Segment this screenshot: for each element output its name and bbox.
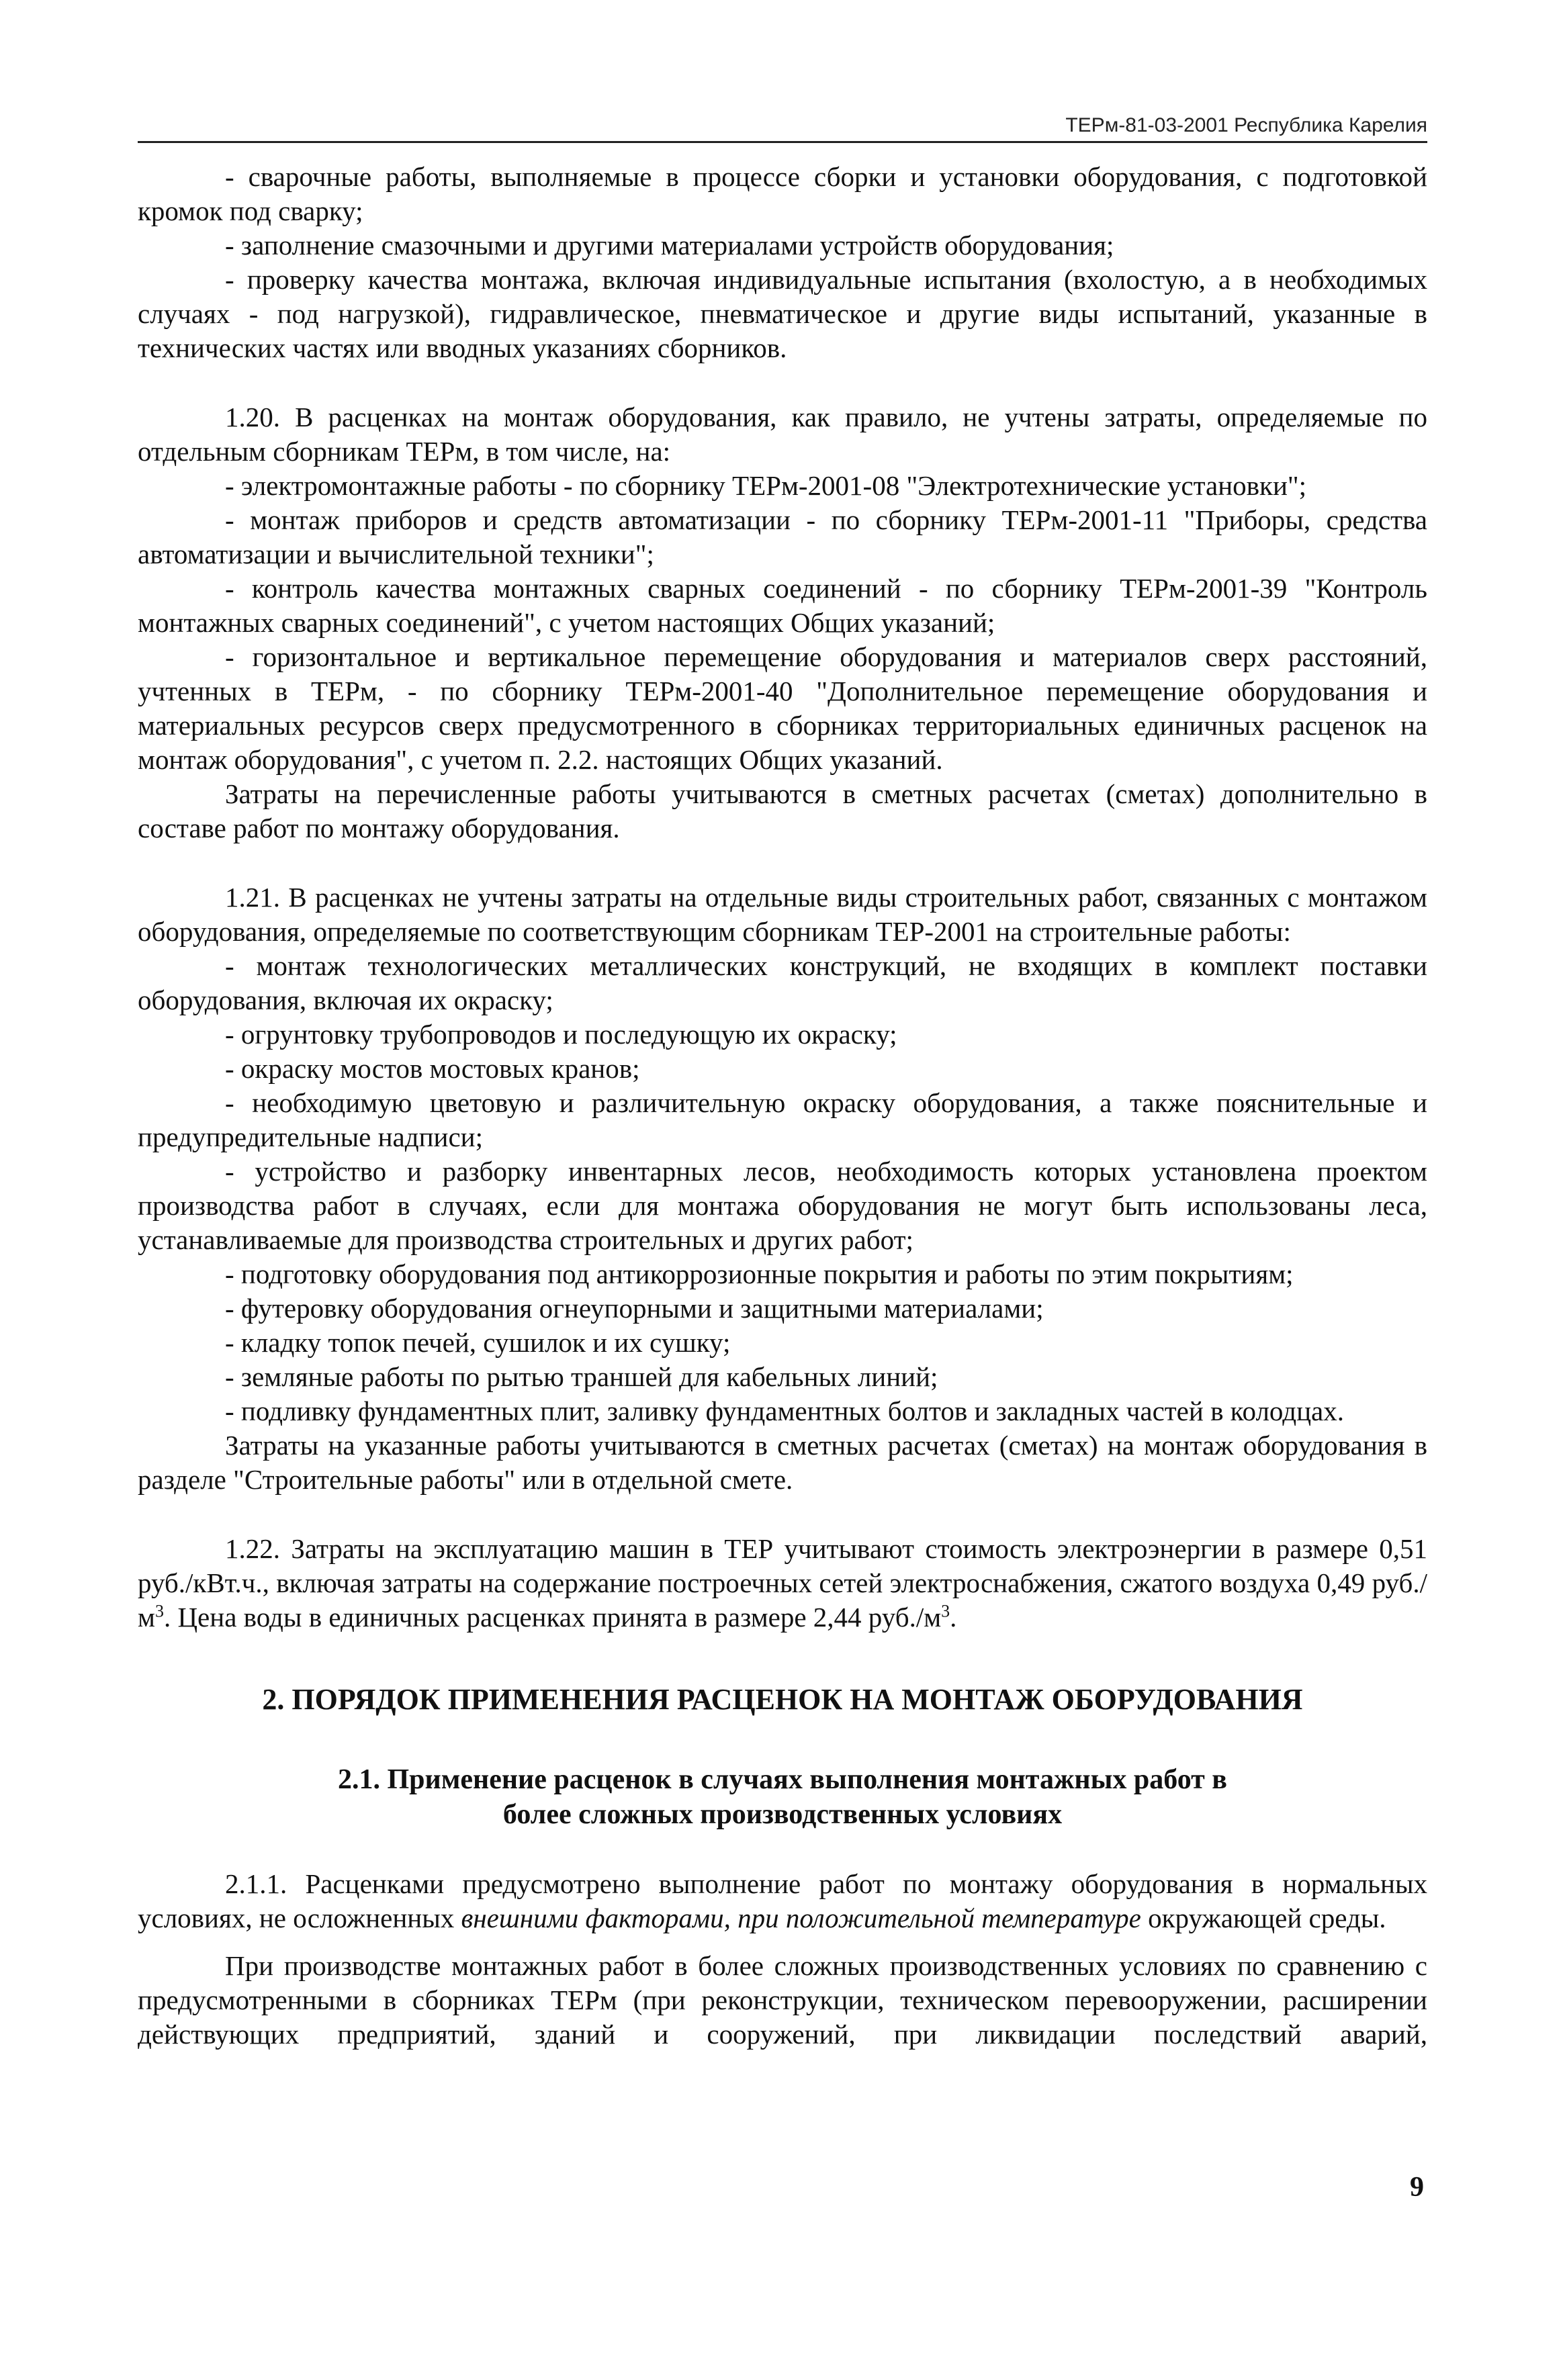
spacer (138, 1832, 1427, 1867)
paragraph-1-21-intro: 1.21. В расценках не учтены затраты на отдельные виды строительных работ, связанных с монтажом оборудования, определяемые по соответствующим сборникам ТЕР-2001 на строительные работы: (138, 882, 1427, 947)
paragraph-1-22: 1.22. Затраты на эксплуатацию машин в ТЕР учитывают стоимость электроэнергии в размере 0,51 руб./кВт.ч., включая затраты на содержание построечных сетей электроснабжения, сжатого воздуха 0,49 $руб./м^3$. Цена воды в единичных расценках принята в размере 2,44 $руб./м^3$. (138, 1533, 1427, 1633)
spacer (138, 845, 1427, 880)
paragraph-1-20-closing: Затраты на перечисленные работы учитываются в сметных расчетах (сметах) дополнительно в составе работ по монтажу оборудования. (138, 778, 1427, 843)
paragraph-2-1-1: 2.1.1. Расценками предусмотрено выполнение работ по монтажу оборудования в нормальных условиях, не осложненных внешними факторами, при положительной температуре окружающей среды. (138, 1868, 1427, 1933)
subsection-heading-line1: 2.1. Применение расценок в случаях выполнения монтажных работ в (338, 1764, 1227, 1795)
paragraph: - сварочные работы, выполняемые в процессе сборки и установки оборудования, с подготовкой кромок под сварку; (138, 161, 1427, 226)
section-heading: 2. ПОРЯДОК ПРИМЕНЕНИЯ РАСЦЕНОК НА МОНТАЖ ОБОРУДОВАНИЯ (262, 1683, 1303, 1716)
list-item: - устройство и разборку инвентарных лесов, необходимость которых установлена проектом производства работ в случаях, если для монтажа оборудования не могут быть использованы леса, устанавливаемые для производства строительных и других работ; (138, 1156, 1427, 1255)
subsection-heading (138, 1762, 1427, 1832)
page-number: 9 (1410, 2172, 1424, 2203)
paragraph-continuation: При производстве монтажных работ в более сложных производственных условиях по сравнению с предусмотренными в сборниках ТЕРм (при реконструкции, техническом перевооружении, расширении действующих предприятий, зданий и сооружений, при ликвидации последствий аварий, (138, 1950, 1427, 2050)
list-item: - контроль качества монтажных сварных соединений - по сборнику ТЕРм-2001-39 "Контроль монтажных сварных соединений", с учетом настоящих Общих указаний; (138, 573, 1427, 638)
paragraph: - проверку качества монтажа, включая индивидуальные испытания (вхолостую, а в необходимых случаях - под нагрузкой), гидравлическое, пневматическое и другие виды испытаний, указанные в технических частях или вводных указаниях сборников. (138, 264, 1427, 363)
list-item: - огрунтовку трубопроводов и последующую их окраску; (225, 1019, 897, 1050)
list-item: - футеровку оборудования огнеупорными и защитными материалами; (225, 1293, 1044, 1324)
page-content (138, 160, 1427, 2052)
list-item: - подливку фундаментных плит, заливку фундаментных болтов и закладных частей в колодцах. (225, 1395, 1345, 1426)
subsection-heading-line2: более сложных производственных условиях (502, 1799, 1063, 1830)
list-item: - необходимую цветовую и различительную окраску оборудования, а также пояснительные и предупредительные надписи; (138, 1087, 1427, 1152)
paragraph: - заполнение смазочными и другими материалами устройств оборудования; (225, 230, 1114, 261)
header-title: ТЕРм-81-03-2001 Республика Карелия (1065, 114, 1427, 136)
list-item: - кладку топок печей, сушилок и их сушку; (225, 1327, 731, 1358)
list-item: - монтаж приборов и средств автоматизации - по сборнику ТЕРм-2001-11 "Приборы, средства автоматизации и вычислительной техники"; (138, 504, 1427, 569)
list-item: - горизонтальное и вертикальное перемещение оборудования и материалов сверх расстояний, учтенных в ТЕРм, - по сборнику ТЕРм-2001-40 "Дополнительное перемещение оборудования и материальных ресурсов сверх предусмотренного в сборниках территориальных единичных расценок на монтаж оборудования", с учетом п. 2.2. настоящих Общих указаний. (138, 641, 1427, 775)
spacer (138, 365, 1427, 400)
spacer (138, 1935, 1427, 1949)
paragraph-1-21-closing: Затраты на указанные работы учитываются в сметных расчетах (сметах) на монтаж оборудования в разделе "Строительные работы" или в отдельной смете. (138, 1430, 1427, 1495)
list-item: - подготовку оборудования под антикоррозионные покрытия и работы по этим покрытиям; (225, 1258, 1294, 1289)
list-item: - земляные работы по рытью траншей для кабельных линий; (225, 1361, 938, 1392)
list-item: - окраску мостов мостовых кранов; (225, 1053, 640, 1084)
list-item: - электромонтажные работы - по сборнику ТЕРм-2001-08 "Электротехнические установки"; (225, 470, 1307, 501)
page-header (138, 101, 1427, 143)
list-item: - монтаж технологических металлических конструкций, не входящих в комплект поставки оборудования, включая их окраску; (138, 950, 1427, 1015)
spacer (138, 1497, 1427, 1532)
paragraph-1-20-intro: 1.20. В расценках на монтаж оборудования, как правило, не учтены затраты, определяемые по отдельным сборникам ТЕРм, в том числе, на: (138, 402, 1427, 467)
